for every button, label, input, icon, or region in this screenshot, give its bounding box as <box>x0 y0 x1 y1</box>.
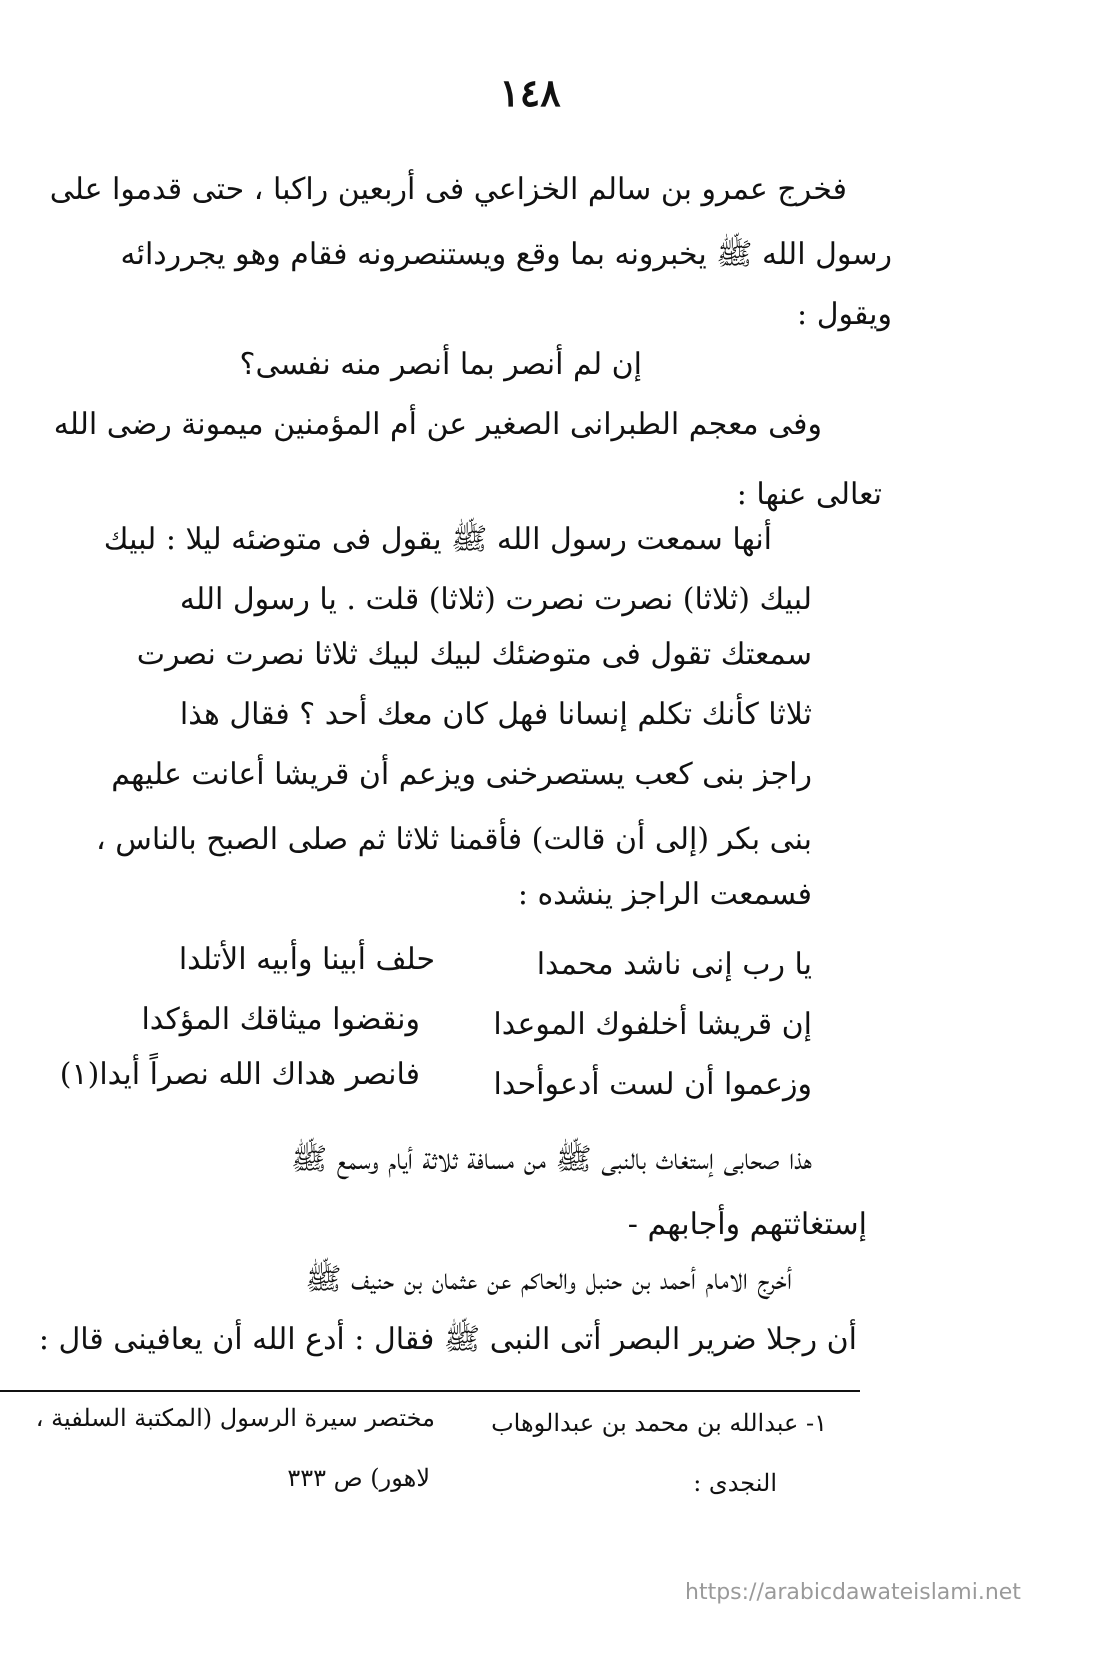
body-line: أنها سمعت رسول الله ﷺ يقول فى متوضئه ليلا : لبيك <box>103 522 772 557</box>
verse-first-hemistich: إن قريشا أخلفوك الموعدا <box>493 1007 812 1042</box>
body-line: راجز بنى كعب يستصرخنى ويزعم أن قريشا أعانت عليهم <box>111 757 812 792</box>
footnote-line: النجدى : <box>693 1469 777 1497</box>
body-line: فسمعت الراجز ينشده : <box>517 877 812 912</box>
verse-first-hemistich: وزعموا أن لست أدعوأحدا <box>493 1067 812 1102</box>
body-line: ثلاثا كأنك تكلم إنسانا فهل كان معك أحد ؟ فقال هذا <box>179 697 812 732</box>
body-line: لبيك (ثلاثا) نصرت نصرت (ثلاثا) قلت . يا رسول الله <box>179 582 812 617</box>
body-line: سمعتك تقول فى متوضئك لبيك لبيك ثلاثا نصرت نصرت <box>136 637 812 672</box>
verse-second-hemistich: ونقضوا ميثاقك المؤكدا <box>141 1002 420 1037</box>
footnote-separator <box>0 1390 860 1392</box>
body-line: فخرج عمرو بن سالم الخزاعي فى أربعين راكبا ، حتى قدموا على <box>49 172 847 207</box>
body-line: إستغاثتهم وأجابهم - <box>627 1207 867 1242</box>
body-line: وفى معجم الطبرانى الصغير عن أم المؤمنين ميمونة رضى الله <box>53 407 822 442</box>
footnote-line: ١- عبدالله بن محمد بن عبدالوهاب <box>491 1409 827 1437</box>
verse-second-hemistich: حلف أبينا وأبيه الأتلدا <box>178 942 435 977</box>
footnote-line: مختصر سيرة الرسول (المكتبة السلفية ، <box>35 1404 435 1432</box>
verse-second-hemistich: فانصر هداك الله نصراً أيدا(١) <box>59 1057 420 1092</box>
body-line: تعالى عنها : <box>736 477 882 512</box>
body-line: بنى بكر (إلى أن قالت) فأقمنا ثلاثا ثم صلى الصبح بالناس ، <box>96 822 812 857</box>
body-line: أن رجلا ضرير البصر أتى النبى ﷺ فقال : أدع الله أن يعافينى قال : <box>38 1322 857 1357</box>
body-line: أخرج الامام أحمد بن حنبل والحاكم عن عثمان بن حنيف ﷺ <box>305 1262 792 1297</box>
body-line: هذا صحابى إستغاث بالنبى ﷺ من مسافة ثلاثة أيام وسمع ﷺ <box>290 1142 812 1177</box>
page-number: ١٤٨ <box>499 70 561 115</box>
watermark: https://arabicdawateislami.net <box>685 1580 1021 1605</box>
body-line: ويقول : <box>797 297 892 332</box>
footnote-line: لاهور) ص ٣٣٣ <box>287 1464 430 1492</box>
verse-first-hemistich: يا رب إنى ناشد محمدا <box>536 947 812 982</box>
body-line: رسول الله ﷺ يخبرونه بما وقع ويستنصرونه فقام وهو يجرردائه <box>120 237 892 272</box>
body-line: إن لم أنصر بما أنصر منه نفسى؟ <box>239 347 642 382</box>
